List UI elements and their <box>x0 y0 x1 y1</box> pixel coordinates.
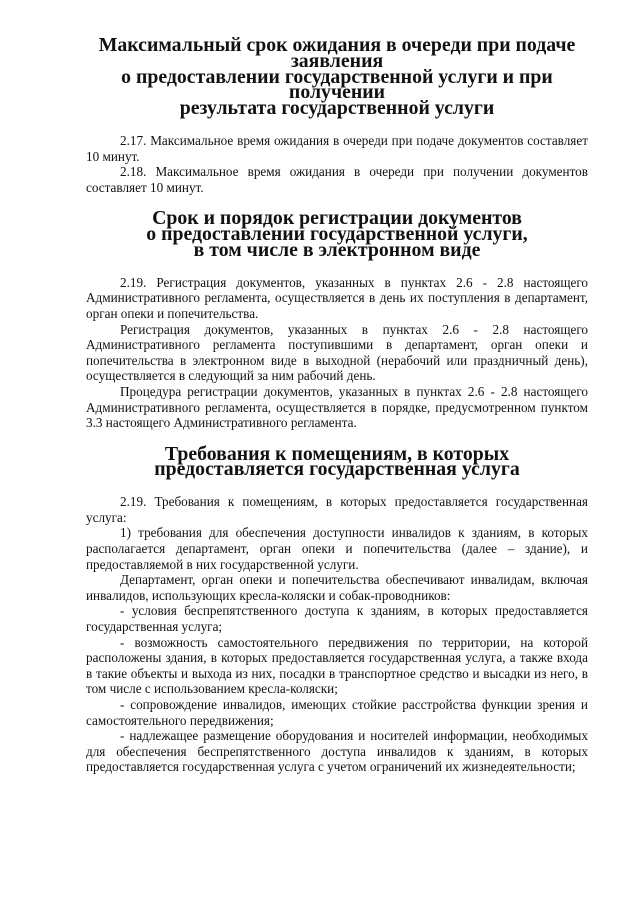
paragraph-accessibility-requirements: 1) требования для обеспечения доступности инвалидов к зданиям, в которых располагается департамент, орган опеки и попечительства (далее – здание), и предоставляемой в них государственной услуги. <box>86 525 588 572</box>
paragraph-registration-procedure: Процедура регистрации документов, указанных в пунктах 2.6 - 2.8 настоящего Административного регламента, осуществляется в порядке, предусмотренном пунктом 3.3 настоящего Административного регламента. <box>86 383 588 431</box>
paragraph-electronic-registration: Регистрация документов, указанных в пунктах 2.6 - 2.8 настоящего Административного регламента поступившими в департамент, орган опеки и попечительства в электронном виде в выходной (нерабочий или праздничный день), осуществляется в следующий за ним рабочий день. <box>86 321 588 384</box>
paragraph-2-18: 2.18. Максимальное время ожидания в очереди при получении документов составляет 10 минут. <box>86 164 588 195</box>
paragraph-department-provides: Департамент, орган опеки и попечительства обеспечивают инвалидам, включая инвалидов, использующих кресла-коляски и собак-проводников: <box>86 572 588 603</box>
paragraph-2-17: 2.17. Максимальное время ожидания в очереди при подаче документов составляет 10 минут. <box>86 132 588 164</box>
section-heading-queue-time: Максимальный срок ожидания в очереди при подаче заявления о предоставлении государственной услуги и при получении результата государственной услуги <box>98 34 576 120</box>
list-item-escort: - сопровождение инвалидов, имеющих стойкие расстройства функции зрения и самостоятельного передвижения; <box>86 697 588 728</box>
paragraph-2-19-registration: 2.19. Регистрация документов, указанных в пунктах 2.6 - 2.8 настоящего Административного регламента, осуществляется в день их поступления в департамент, орган опеки и попечительства. <box>86 274 588 321</box>
section-heading-premises: Требования к помещениям, в которых предоставляется государственная услуга <box>154 442 520 481</box>
list-item-equipment-placement: - надлежащее размещение оборудования и носителей информации, необходимых для обеспечения беспрепятственного доступа инвалидов к зданиям, в которых предоставляется государственная услуга с учетом ограничений их жизнедеятельности; <box>86 728 588 775</box>
section-heading-registration: Срок и порядок регистрации документов о предоставлении государственной услуги, в том числе в электронном виде <box>146 207 528 261</box>
list-item-independent-movement: - возможность самостоятельного передвижения по территории, на которой расположены здания, в которых предоставляется государственная услуга, а также входа в такие объекты и выхода из них, посадки в транспортное средство и высадки из него, в том числе с использованием кресла-коляски; <box>86 634 588 697</box>
paragraph-2-19-premises: 2.19. Требования к помещениям, в которых предоставляется государственная услуга: <box>86 494 588 525</box>
list-item-access-conditions: - условия беспрепятственного доступа к зданиям, в которых предоставляется государственная услуга; <box>86 603 588 635</box>
